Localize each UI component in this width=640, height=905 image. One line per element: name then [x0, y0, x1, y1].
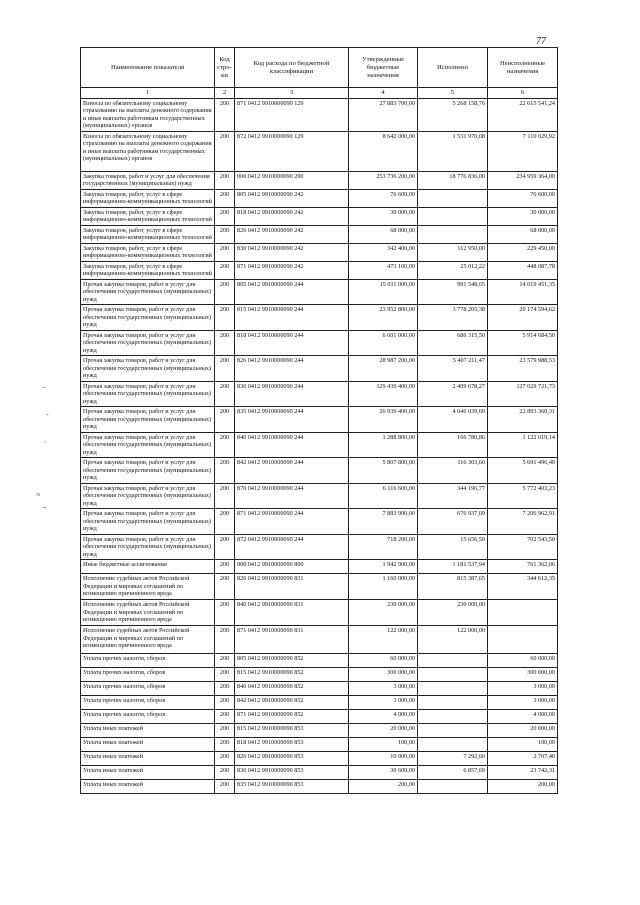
row-unexecuted: 30 000,00 [488, 207, 558, 225]
row-executed: 815 387,65 [418, 574, 488, 600]
table-row [81, 171, 558, 189]
row-expense-code: 842 0412 9910000090 852 [235, 696, 349, 710]
row-approved: 60 000,00 [349, 654, 418, 668]
row-approved: 15 011 000,00 [349, 279, 418, 305]
row-expense-code: 805 0412 9910000090 852 [235, 654, 349, 668]
row-expense-code: 871 0412 9910000090 831 [235, 626, 349, 654]
row-executed [418, 654, 488, 668]
margin-mark: - [46, 410, 49, 419]
row-unexecuted: 4 000,00 [488, 710, 558, 724]
row-line-code: 200 [215, 682, 235, 696]
table-row [81, 131, 558, 171]
row-expense-code: 830 0412 9910000090 853 [235, 766, 349, 780]
row-unexecuted: 448 087,78 [488, 261, 558, 279]
budget-execution-table [80, 47, 558, 794]
table-row [81, 483, 558, 509]
row-approved: 100,00 [349, 738, 418, 752]
col-number: 2 [215, 88, 235, 99]
row-line-code: 200 [215, 724, 235, 738]
row-line-code: 200 [215, 534, 235, 560]
row-approved: 122 000,00 [349, 626, 418, 654]
row-indicator-name: Закупка товаров, работ и услуг для обеспечения государственных (муниципальных) нужд [81, 171, 215, 189]
table-row [81, 780, 558, 794]
row-approved: 10 000,00 [349, 752, 418, 766]
row-unexecuted: 3 000,00 [488, 682, 558, 696]
table-row [81, 330, 558, 356]
row-unexecuted: 5 772 403,23 [488, 483, 558, 509]
row-indicator-name: Исполнение судебных актов Российской Федерации и мировых соглашений по возмещению причиненного вреда [81, 574, 215, 600]
row-unexecuted: 300 000,00 [488, 668, 558, 682]
row-approved: 200,00 [349, 780, 418, 794]
row-line-code: 200 [215, 738, 235, 752]
row-approved: 30 600,00 [349, 766, 418, 780]
row-approved: 28 987 200,00 [349, 356, 418, 382]
header-executed: Исполнено [418, 48, 488, 88]
row-expense-code: 805 0412 9910000090 244 [235, 279, 349, 305]
row-executed [418, 710, 488, 724]
table-row [81, 752, 558, 766]
row-unexecuted: 234 959 364,00 [488, 171, 558, 189]
row-executed: 25 012,22 [418, 261, 488, 279]
row-unexecuted [488, 626, 558, 654]
row-executed: 7 292,60 [418, 752, 488, 766]
row-expense-code: 830 0412 9910000090 242 [235, 243, 349, 261]
row-indicator-name: Закупка товаров, работ, услуг в сфере информационно-коммуникационных технологий [81, 207, 215, 225]
table-row [81, 710, 558, 724]
table-row [81, 432, 558, 458]
row-unexecuted: 5 914 684,50 [488, 330, 558, 356]
row-indicator-name: Закупка товаров, работ, услуг в сфере информационно-коммуникационных технологий [81, 189, 215, 207]
row-indicator-name: Уплата иных платежей [81, 766, 215, 780]
table-row [81, 243, 558, 261]
row-approved: 6 601 000,00 [349, 330, 418, 356]
row-approved: 300 000,00 [349, 668, 418, 682]
row-approved: 26 939 400,00 [349, 407, 418, 433]
row-expense-code: 818 0412 9910000090 244 [235, 330, 349, 356]
row-indicator-name: Уплата прочих налогов, сборов [81, 696, 215, 710]
row-line-code: 200 [215, 766, 235, 780]
row-executed: 116 303,60 [418, 458, 488, 484]
row-expense-code: 818 0412 9910000090 853 [235, 738, 349, 752]
row-approved: 3 000,00 [349, 682, 418, 696]
row-unexecuted: 344 612,35 [488, 574, 558, 600]
row-line-code: 200 [215, 509, 235, 535]
header-expense-code: Код расхода по бюджетной классификации [235, 48, 349, 88]
row-unexecuted: 200,00 [488, 780, 558, 794]
row-indicator-name: Прочая закупка товаров, работ и услуг для обеспечения государственных (муниципальных) нужд [81, 432, 215, 458]
row-expense-code: 872 0412 9910000090 129 [235, 131, 349, 171]
row-indicator-name: Прочая закупка товаров, работ и услуг для обеспечения государственных (муниципальных) нужд [81, 483, 215, 509]
table-row [81, 574, 558, 600]
row-expense-code: 826 0412 9910000090 853 [235, 752, 349, 766]
row-approved: 1 160 000,00 [349, 574, 418, 600]
table-row [81, 381, 558, 407]
row-approved: 76 600,00 [349, 189, 418, 207]
row-executed: 4 046 039,69 [418, 407, 488, 433]
row-expense-code: 805 0412 9910000090 242 [235, 189, 349, 207]
row-indicator-name: Уплата прочих налогов, сборов [81, 668, 215, 682]
row-unexecuted: 702 543,50 [488, 534, 558, 560]
row-executed [418, 780, 488, 794]
row-indicator-name: Уплата иных платежей [81, 724, 215, 738]
row-approved: 68 000,00 [349, 225, 418, 243]
row-executed [418, 738, 488, 752]
table-header-row [81, 48, 558, 88]
row-line-code: 200 [215, 356, 235, 382]
margin-mark: · [44, 438, 47, 447]
header-line-code: Код стро-ки [215, 48, 235, 88]
row-approved: 6 116 600,00 [349, 483, 418, 509]
row-line-code: 200 [215, 407, 235, 433]
col-number: 6 [488, 88, 558, 99]
row-line-code: 200 [215, 560, 235, 574]
row-executed: 676 937,09 [418, 509, 488, 535]
row-indicator-name: Уплата прочих налогов, сборов [81, 682, 215, 696]
row-line-code: 200 [215, 710, 235, 724]
row-executed: 122 000,00 [418, 626, 488, 654]
row-approved: 253 736 200,00 [349, 171, 418, 189]
column-number-row [81, 88, 558, 99]
row-approved: 7 883 900,00 [349, 509, 418, 535]
row-approved: 3 000,00 [349, 696, 418, 710]
col-number: 3 [235, 88, 349, 99]
row-executed: 686 315,50 [418, 330, 488, 356]
row-unexecuted: 14 019 451,35 [488, 279, 558, 305]
row-executed: 2 409 678,27 [418, 381, 488, 407]
row-approved: 30 000,00 [349, 207, 418, 225]
table-body [81, 98, 558, 794]
row-unexecuted: 7 110 029,92 [488, 131, 558, 171]
table-row [81, 225, 558, 243]
col-number: 5 [418, 88, 488, 99]
table-row [81, 509, 558, 535]
row-indicator-name: Закупка товаров, работ, услуг в сфере информационно-коммуникационных технологий [81, 225, 215, 243]
col-number: 1 [81, 88, 215, 99]
row-unexecuted: 3 000,00 [488, 696, 558, 710]
row-indicator-name: Прочая закупка товаров, работ и услуг для обеспечения государственных (муниципальных) нужд [81, 381, 215, 407]
row-executed [418, 189, 488, 207]
row-indicator-name: Уплата прочих налогов, сборов [81, 710, 215, 724]
row-line-code: 200 [215, 483, 235, 509]
row-executed [418, 668, 488, 682]
row-unexecuted: 20 000,00 [488, 724, 558, 738]
margin-pencil-marks [28, 380, 68, 520]
margin-mark: → [40, 502, 48, 511]
row-indicator-name: Уплата прочих налогов, сборов [81, 654, 215, 668]
header-approved: Утвержденные бюджетные назначения [349, 48, 418, 88]
row-executed: 166 780,86 [418, 432, 488, 458]
row-expense-code: 842 0412 9910000090 244 [235, 458, 349, 484]
row-unexecuted: 7 206 962,91 [488, 509, 558, 535]
margin-mark: ≈ [36, 490, 41, 499]
row-line-code: 200 [215, 752, 235, 766]
row-line-code: 200 [215, 600, 235, 626]
row-unexecuted [488, 600, 558, 626]
table-row [81, 189, 558, 207]
row-unexecuted: 68 000,00 [488, 225, 558, 243]
row-indicator-name: Прочая закупка товаров, работ и услуг для обеспечения государственных (муниципальных) нужд [81, 534, 215, 560]
row-unexecuted: 5 691 496,40 [488, 458, 558, 484]
row-line-code: 200 [215, 243, 235, 261]
row-executed [418, 724, 488, 738]
row-approved: 1 288 800,00 [349, 432, 418, 458]
row-approved: 129 439 400,00 [349, 381, 418, 407]
row-executed: 5 268 158,76 [418, 98, 488, 131]
row-indicator-name: Взносы по обязательному социальному страхованию на выплаты денежного содержания и иные выплаты работникам государственных (муниципальных) органов [81, 131, 215, 171]
row-line-code: 200 [215, 330, 235, 356]
row-expense-code: 840 0412 9910000090 852 [235, 682, 349, 696]
table-row [81, 724, 558, 738]
row-line-code: 200 [215, 780, 235, 794]
row-expense-code: 840 0412 9910000090 244 [235, 432, 349, 458]
row-unexecuted: 22 615 541,24 [488, 98, 558, 131]
row-unexecuted: 20 174 594,62 [488, 305, 558, 331]
row-executed: 344 196,77 [418, 483, 488, 509]
row-unexecuted: 100,00 [488, 738, 558, 752]
row-unexecuted: 229 450,00 [488, 243, 558, 261]
row-expense-code: 826 0412 9910000090 244 [235, 356, 349, 382]
table-row [81, 696, 558, 710]
row-unexecuted: 23 742,31 [488, 766, 558, 780]
row-unexecuted: 761 362,06 [488, 560, 558, 574]
row-executed: 6 857,69 [418, 766, 488, 780]
row-approved: 4 000,00 [349, 710, 418, 724]
row-unexecuted: 22 893 360,31 [488, 407, 558, 433]
row-line-code: 200 [215, 98, 235, 131]
row-expense-code: 871 0412 9910000090 242 [235, 261, 349, 279]
table-row [81, 654, 558, 668]
row-expense-code: 871 0412 9910000090 244 [235, 509, 349, 535]
table-row [81, 626, 558, 654]
row-unexecuted: 1 122 019,14 [488, 432, 558, 458]
row-line-code: 200 [215, 696, 235, 710]
row-indicator-name: Прочая закупка товаров, работ и услуг для обеспечения государственных (муниципальных) нужд [81, 458, 215, 484]
row-executed [418, 696, 488, 710]
row-executed [418, 682, 488, 696]
table-row [81, 600, 558, 626]
row-executed: 112 950,00 [418, 243, 488, 261]
row-expense-code: 815 0412 9910000090 853 [235, 724, 349, 738]
row-indicator-name: Закупка товаров, работ, услуг в сфере информационно-коммуникационных технологий [81, 261, 215, 279]
table-row [81, 261, 558, 279]
row-executed: 3 778 205,38 [418, 305, 488, 331]
row-executed: 5 407 211,47 [418, 356, 488, 382]
table-row [81, 407, 558, 433]
header-indicator-name: Наименование показателя [81, 48, 215, 88]
row-line-code: 200 [215, 189, 235, 207]
page-number: 77 [536, 36, 546, 47]
row-indicator-name: Прочая закупка товаров, работ и услуг для обеспечения государственных (муниципальных) нужд [81, 330, 215, 356]
row-indicator-name: Взносы по обязательному социальному страхованию на выплаты денежного содержания и иные выплаты работникам государственных (муниципальных) органов [81, 98, 215, 131]
row-approved: 20 000,00 [349, 724, 418, 738]
table-row [81, 207, 558, 225]
row-expense-code: 840 0412 9910000090 831 [235, 600, 349, 626]
row-expense-code: 000 0412 9910000090 800 [235, 560, 349, 574]
row-executed: 1 531 970,08 [418, 131, 488, 171]
row-indicator-name: Исполнение судебных актов Российской Федерации и мировых соглашений по возмещению причиненного вреда [81, 626, 215, 654]
row-expense-code: 872 0412 9910000090 244 [235, 534, 349, 560]
row-approved: 342 400,00 [349, 243, 418, 261]
row-line-code: 200 [215, 279, 235, 305]
row-line-code: 200 [215, 207, 235, 225]
row-indicator-name: Исполнение судебных актов Российской Федерации и мировых соглашений по возмещению причиненного вреда [81, 600, 215, 626]
row-approved: 230 000,00 [349, 600, 418, 626]
margin-mark: – [42, 382, 46, 391]
row-line-code: 200 [215, 305, 235, 331]
row-expense-code: 835 0412 9910000090 244 [235, 407, 349, 433]
row-approved: 1 942 900,00 [349, 560, 418, 574]
row-expense-code: 815 0412 9910000090 852 [235, 668, 349, 682]
row-expense-code: 815 0412 9910000090 244 [235, 305, 349, 331]
row-indicator-name: Прочая закупка товаров, работ и услуг для обеспечения государственных (муниципальных) нужд [81, 509, 215, 535]
row-line-code: 200 [215, 261, 235, 279]
row-line-code: 200 [215, 432, 235, 458]
row-unexecuted: 76 600,00 [488, 189, 558, 207]
row-expense-code: 871 0412 9910000090 129 [235, 98, 349, 131]
row-approved: 473 100,00 [349, 261, 418, 279]
row-line-code: 200 [215, 131, 235, 171]
row-executed [418, 225, 488, 243]
row-expense-code: 818 0412 9910000090 242 [235, 207, 349, 225]
table-row [81, 738, 558, 752]
row-unexecuted: 60 000,00 [488, 654, 558, 668]
row-approved: 27 883 700,00 [349, 98, 418, 131]
row-unexecuted: 23 579 988,53 [488, 356, 558, 382]
row-line-code: 200 [215, 654, 235, 668]
row-expense-code: 826 0412 9910000090 242 [235, 225, 349, 243]
row-indicator-name: Уплата иных платежей [81, 738, 215, 752]
row-line-code: 200 [215, 668, 235, 682]
row-executed: 991 548,65 [418, 279, 488, 305]
row-expense-code: 870 0412 9910000090 244 [235, 483, 349, 509]
row-line-code: 200 [215, 171, 235, 189]
row-indicator-name: Прочая закупка товаров, работ и услуг для обеспечения государственных (муниципальных) нужд [81, 356, 215, 382]
row-unexecuted: 127 029 721,73 [488, 381, 558, 407]
row-approved: 718 200,00 [349, 534, 418, 560]
table-row [81, 356, 558, 382]
row-approved: 23 952 800,00 [349, 305, 418, 331]
row-approved: 5 807 800,00 [349, 458, 418, 484]
table-row [81, 668, 558, 682]
row-executed: 230 000,00 [418, 600, 488, 626]
row-unexecuted: 2 707,40 [488, 752, 558, 766]
row-approved: 8 642 000,00 [349, 131, 418, 171]
table-row [81, 458, 558, 484]
col-number: 4 [349, 88, 418, 99]
header-unexecuted: Неисполненные назначения [488, 48, 558, 88]
row-line-code: 200 [215, 626, 235, 654]
row-indicator-name: Прочая закупка товаров, работ и услуг для обеспечения государственных (муниципальных) нужд [81, 279, 215, 305]
row-indicator-name: Прочая закупка товаров, работ и услуг для обеспечения государственных (муниципальных) нужд [81, 305, 215, 331]
row-line-code: 200 [215, 225, 235, 243]
row-indicator-name: Уплата иных платежей [81, 780, 215, 794]
row-indicator-name: Уплата иных платежей [81, 752, 215, 766]
row-expense-code: 871 0412 9910000090 852 [235, 710, 349, 724]
row-expense-code: 000 0412 9910000090 200 [235, 171, 349, 189]
table-row [81, 305, 558, 331]
table-row [81, 560, 558, 574]
row-executed: 15 656,50 [418, 534, 488, 560]
table-row [81, 766, 558, 780]
row-line-code: 200 [215, 574, 235, 600]
row-executed: 18 776 836,00 [418, 171, 488, 189]
table-row [81, 682, 558, 696]
row-line-code: 200 [215, 381, 235, 407]
row-executed [418, 207, 488, 225]
table-row [81, 98, 558, 131]
row-executed: 1 181 537,94 [418, 560, 488, 574]
row-expense-code: 830 0412 9910000090 244 [235, 381, 349, 407]
table-row [81, 279, 558, 305]
row-expense-code: 835 0412 9910000090 853 [235, 780, 349, 794]
table-row [81, 534, 558, 560]
row-line-code: 200 [215, 458, 235, 484]
row-indicator-name: Закупка товаров, работ, услуг в сфере информационно-коммуникационных технологий [81, 243, 215, 261]
row-indicator-name: Иные бюджетные ассигнования [81, 560, 215, 574]
row-indicator-name: Прочая закупка товаров, работ и услуг для обеспечения государственных (муниципальных) нужд [81, 407, 215, 433]
row-expense-code: 826 0412 9910000090 831 [235, 574, 349, 600]
